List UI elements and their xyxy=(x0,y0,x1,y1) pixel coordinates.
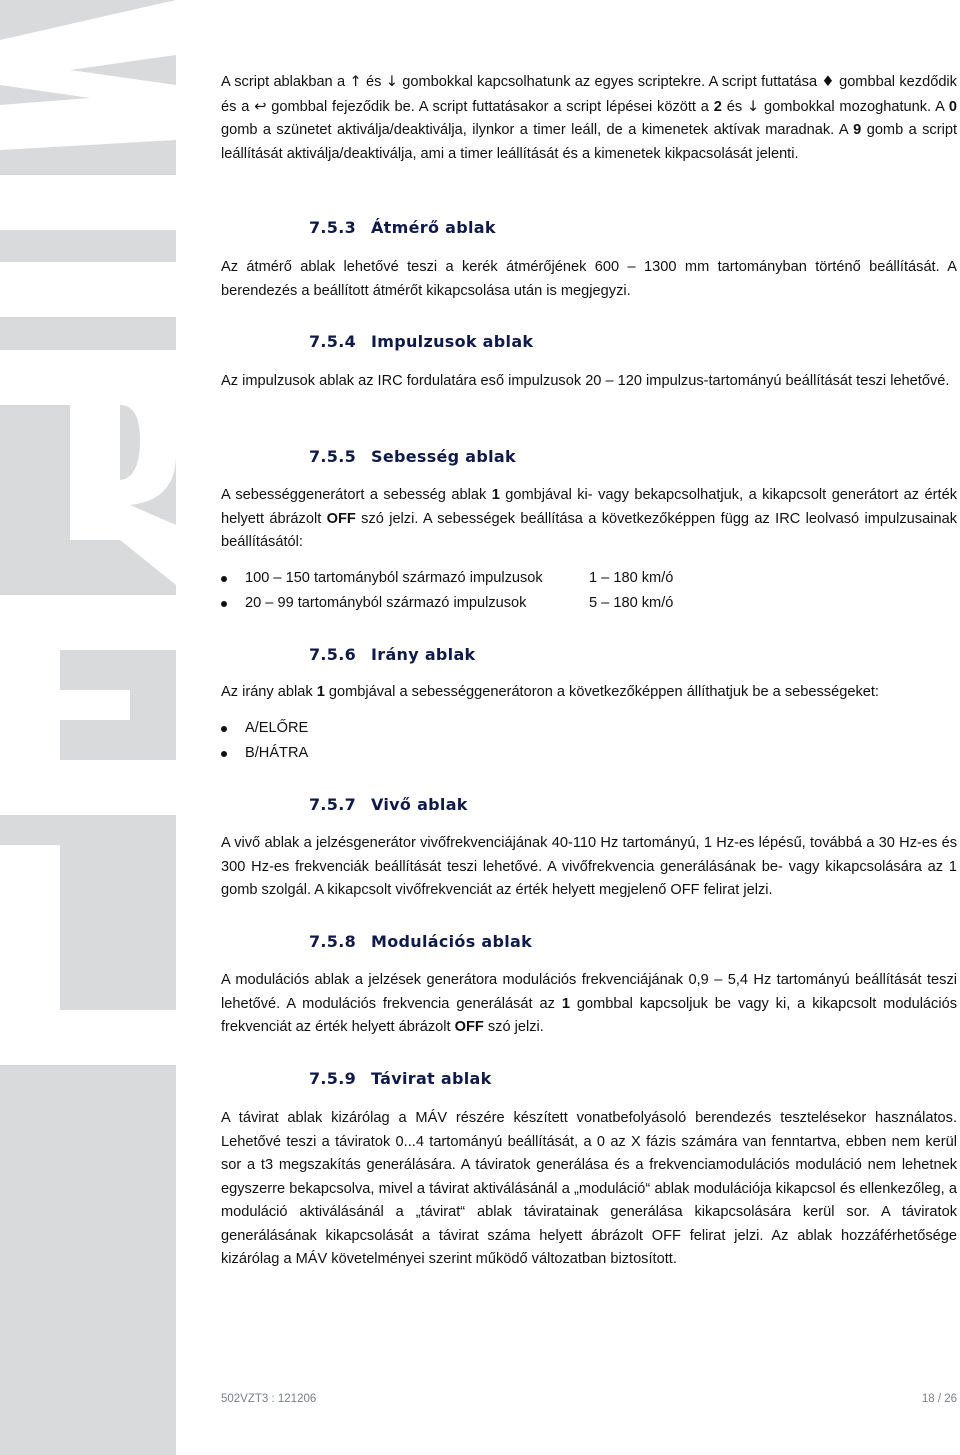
section-title: Vivő ablak xyxy=(371,795,468,814)
section-heading-7-5-7 xyxy=(309,795,468,814)
diamond-icon: ♦ xyxy=(821,73,835,90)
key-label: 1 xyxy=(316,684,325,700)
impulse-range: 20 – 99 tartományból származó impulzusok xyxy=(245,595,527,611)
section-heading-7-5-9 xyxy=(309,1069,492,1088)
body-text: szó jelzi. xyxy=(483,1019,544,1035)
direction-list xyxy=(221,717,308,767)
footer-page-number: 18 / 26 xyxy=(921,1393,957,1405)
body-text: A modulációs ablak a jelzések generátora modulációs frekvenciájának 0,9 – 5,4 Hz tartományú beállítását teszi lehetővé. A modulációs frekvencia generálását az xyxy=(221,972,957,1012)
section-body-7-5-8 xyxy=(221,969,957,1040)
impulse-range: 100 – 150 tartományból származó impulzusok xyxy=(245,570,543,586)
section-body-7-5-3: Az átmérő ablak lehetővé teszi a kerék átmérőjének 600 – 1300 mm tartományban történő beállítását. A berendezés a beállított átmérőt kikapcsolása után is megjegyzi. xyxy=(221,259,957,299)
section-title: Irány ablak xyxy=(371,645,476,664)
key-label: 0 xyxy=(948,98,957,115)
section-title: Sebesség ablak xyxy=(371,447,516,466)
body-text: A sebességgenerátort a sebesség ablak xyxy=(221,487,492,503)
body-text: Az irány ablak xyxy=(221,684,317,700)
list-item: A/ELŐRE xyxy=(221,717,308,742)
list-item: B/HÁTRA xyxy=(221,742,308,767)
watermark-logo xyxy=(0,0,176,1455)
section-title: Impulzusok ablak xyxy=(371,332,534,351)
section-title: Átmérő ablak xyxy=(371,218,496,237)
speed-range: 1 – 180 km/ó xyxy=(589,570,674,586)
body-text: gombjával a sebességgenerátoron a következőképpen állíthatjuk be a sebességeket: xyxy=(324,684,879,700)
intro-text: és xyxy=(361,74,386,90)
section-body-7-5-4: Az impulzusok ablak az IRC fordulatára eső impulzusok 20 – 120 impulzus-tartományú beállítását teszi lehetővé. xyxy=(221,373,950,389)
section-heading-7-5-5 xyxy=(309,447,516,466)
body-text: szó jelzi. A sebességek beállítása a következőképpen függ az IRC leolvasó impulzusainak beállításától: xyxy=(221,510,957,550)
speed-range-list xyxy=(221,567,673,617)
key-label: 9 xyxy=(853,122,862,138)
section-body-7-5-9: A távirat ablak kizárólag a MÁV részére készített vonatbefolyásoló berendezés tesztelésekor használatos. Lehetővé teszi a táviratok 0...4 tartományú beállítását, a 0 az X fázis számára van fenntartva, ebben nem kerül sor a t3 megszakítás generálására. A táviratok generálása és a frekvenciamodulációs moduláció nem lehetnek egyszerre bekapcsolva, mivel a távirat aktiválásánál a „moduláció“ ablak modulációja kikapcsol és ellenkezőleg, a moduláció aktiválásánál a „távirat“ ablak táviratainak generálása kikapcsolására kerül sor. A táviratok generálásának kikapcsolását a távirat száma helyett ábrázolt OFF felirat jelzi. Az ablak hozzáférhetősége kizárólag a MÁV követelményei szerint működő változatban biztosított. xyxy=(221,1110,957,1267)
key-label: 1 xyxy=(561,995,570,1012)
section-title: Távirat ablak xyxy=(371,1069,492,1088)
list-item xyxy=(221,567,673,592)
sidebar-watermark xyxy=(0,0,176,1455)
key-label: 1 xyxy=(491,487,500,503)
intro-text: gombbal fejeződik be. A script futtatásakor a script lépései között a xyxy=(266,98,714,115)
section-heading-7-5-3 xyxy=(309,218,496,237)
intro-text: és xyxy=(721,98,747,115)
off-label: OFF xyxy=(326,510,356,527)
arrow-down-icon: ↓ xyxy=(746,97,760,115)
arrow-up-icon: ↑ xyxy=(349,73,362,90)
intro-text: gomb a szünetet aktiválja/deaktiválja, ilynkor a timer leáll, de a kimenetek aktívak maradnak. A xyxy=(221,122,854,138)
section-title: Modulációs ablak xyxy=(371,932,533,951)
section-body-7-5-7: A vivő ablak a jelzésgenerátor vivőfrekvenciájának 40-110 Hz tartományú, 1 Hz-es lépésű, továbbá a 30 Hz-es és 300 Hz-es frekvenciák beállítását teszi lehetővé. A vivőfrekvencia generálásának be- vagy kikapcsolására az 1 gomb szolgál. A kikapcsolt vivőfrekvenciát az érték helyett megjelenő OFF felirat jelzi. xyxy=(221,835,957,898)
footer-doc-id: 502VZT3 : 121206 xyxy=(221,1393,317,1405)
section-number: 7.5.6 xyxy=(309,645,357,664)
section-number: 7.5.9 xyxy=(309,1069,357,1088)
intro-paragraph xyxy=(221,70,957,166)
list-item xyxy=(221,592,673,617)
section-heading-7-5-8 xyxy=(309,932,532,951)
section-heading-7-5-6 xyxy=(309,645,476,664)
intro-text: gombokkal mozoghatunk. A xyxy=(759,98,949,115)
intro-text: gomb a script leállítását aktiválja/deaktiválja, ami a timer leállítását és a kimenetek kikpacsolását jelenti. xyxy=(221,122,958,162)
section-body-7-5-6 xyxy=(221,681,957,705)
arrow-down-icon: ↓ xyxy=(385,73,398,90)
body-text: gombbal kapcsoljuk be vagy ki, a kikapcsolt modulációs frekvenciát az érték helyett ábrázolt xyxy=(221,995,958,1035)
intro-text: A script ablakban a xyxy=(221,74,350,90)
section-heading-7-5-4 xyxy=(309,332,533,351)
speed-range: 5 – 180 km/ó xyxy=(589,595,674,611)
off-label: OFF xyxy=(454,1019,484,1035)
section-number: 7.5.5 xyxy=(309,447,357,466)
section-number: 7.5.3 xyxy=(309,218,357,237)
body-text: gombjával ki- vagy bekapcsolhatjuk, a kikapcsolt generátort az érték helyett ábrázolt xyxy=(221,487,957,527)
section-body-7-5-5 xyxy=(221,484,957,555)
return-arrow-icon: ↩ xyxy=(254,97,267,115)
intro-text: gombbal kezdődik és a xyxy=(221,74,957,115)
section-number: 7.5.4 xyxy=(309,332,357,351)
section-number: 7.5.7 xyxy=(309,795,357,814)
section-number: 7.5.8 xyxy=(309,932,357,951)
intro-text: gombokkal kapcsolhatunk az egyes scriptekre. A script futtatása xyxy=(397,74,822,90)
key-label: 2 xyxy=(713,98,722,115)
